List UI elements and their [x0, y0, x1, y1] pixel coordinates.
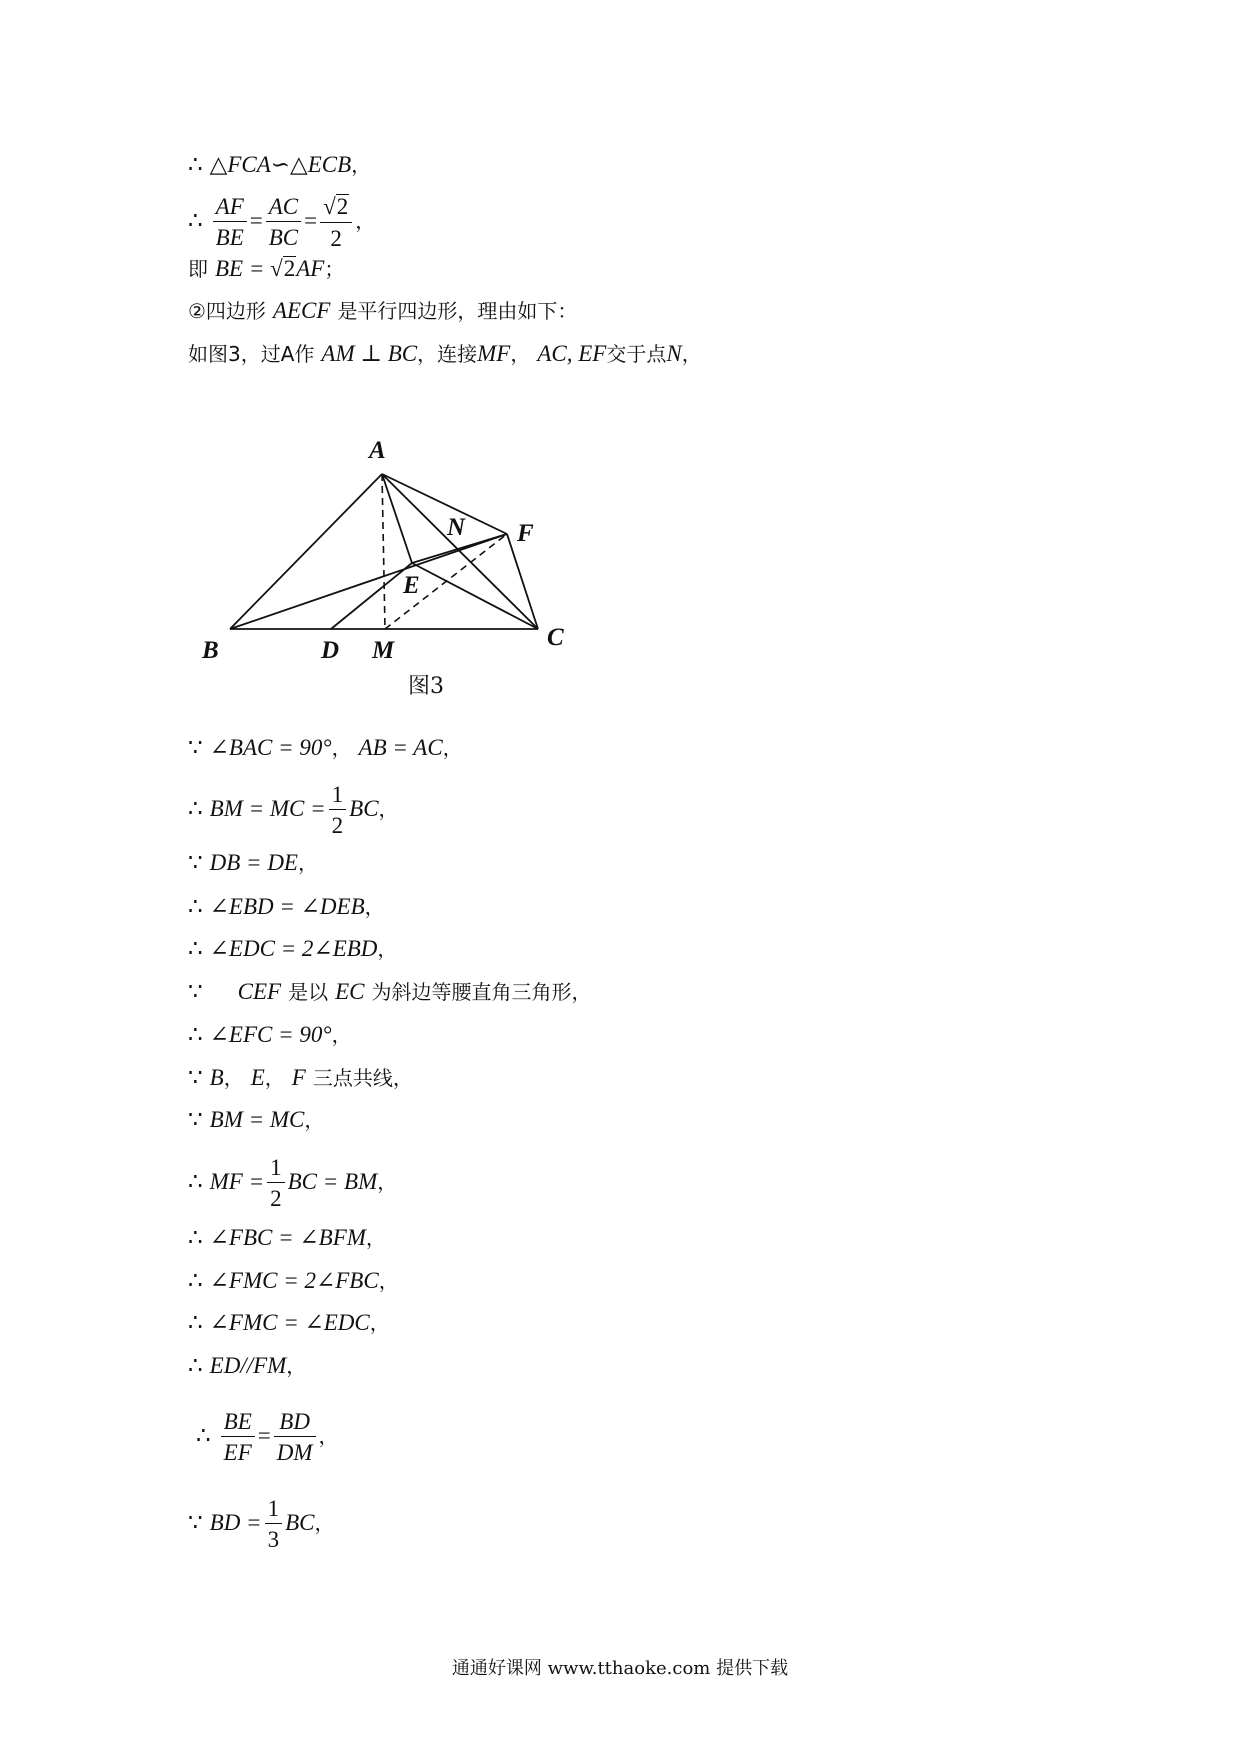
math-expression: ∠FMC = ∠EDC [209, 1310, 370, 1335]
punctuation: ， [510, 342, 531, 366]
math-expression: BM = MC = [209, 796, 326, 821]
math-expression: B [209, 1065, 224, 1090]
punctuation: ， [364, 895, 385, 919]
denominator: BC [268, 225, 299, 250]
text: 为斜边等腰直角三角形， [371, 980, 592, 1004]
denominator: EF [223, 1440, 252, 1465]
point-label-f: F [517, 520, 534, 547]
math-expression: MF = [209, 1169, 265, 1194]
fraction-one-half [329, 783, 347, 837]
denominator: BE [215, 225, 244, 250]
numerator: AF [213, 195, 247, 222]
math-expression: F [291, 1065, 306, 1090]
text: ②四边形 [188, 299, 266, 323]
math-expression: BD = [209, 1510, 262, 1535]
page-footer: 通通好课网 www.tthaoke.com 提供下载 [451, 1658, 789, 1679]
punctuation: ， [318, 1424, 339, 1448]
sqrt-icon: √2 [323, 194, 349, 219]
punctuation: ， [442, 736, 463, 760]
therefore-symbol: ∴ [196, 1423, 211, 1448]
math-expression: N [666, 341, 682, 366]
numerator: AC [266, 195, 301, 222]
math-expression: ∠EFC = 90° [209, 1022, 332, 1047]
math-expression: EC [335, 979, 365, 1004]
math-expression: ∠FMC = 2∠FBC [209, 1268, 379, 1293]
punctuation: ， [264, 1066, 285, 1090]
math-expression: BC [285, 1510, 315, 1535]
text: 交于点 [606, 342, 667, 366]
segment-am-dashed [382, 474, 385, 629]
therefore-symbol: ∴ [188, 1353, 203, 1378]
therefore-symbol: ∴ [188, 152, 203, 177]
because-symbol: ∵ [188, 1065, 203, 1090]
punctuation: ， [378, 1269, 399, 1293]
punctuation: ， [377, 937, 398, 961]
punctuation: ， [331, 736, 352, 760]
punctuation: ， [355, 209, 376, 233]
denominator: DM [276, 1440, 313, 1465]
text: 是平行四边形，理由如下： [337, 299, 578, 323]
proof-line-12 [188, 1020, 352, 1051]
because-symbol: ∵ [188, 850, 203, 875]
proof-line-20 [196, 1410, 339, 1464]
punctuation: ， [286, 1354, 307, 1378]
math-expression: ∠EBD = ∠DEB [209, 894, 365, 919]
math-expression: MF [477, 341, 511, 366]
therefore-symbol: ∴ [188, 208, 203, 233]
because-symbol: ∵ [188, 1107, 203, 1132]
numerator: 1 [329, 783, 347, 810]
denominator: 3 [267, 1527, 280, 1552]
math-expression: AF [296, 256, 325, 281]
therefore-symbol: ∴ [188, 1310, 203, 1335]
math-expression: ∠EDC = 2∠EBD [209, 936, 378, 961]
math-expression: AC, EF [537, 341, 607, 366]
punctuation: ； [324, 257, 345, 281]
therefore-symbol: ∴ [188, 894, 203, 919]
punctuation: ， [297, 851, 318, 875]
proof-line-14 [188, 1105, 324, 1136]
math-expression: DB = DE [209, 850, 298, 875]
point-label-c: C [547, 624, 564, 651]
text: 是以 [288, 980, 329, 1004]
denominator: 2 [330, 226, 342, 251]
proof-line-13 [188, 1063, 413, 1094]
numerator: 1 [267, 1156, 285, 1183]
punctuation: ， [378, 797, 399, 821]
denominator: 2 [331, 813, 344, 838]
proof-line-8 [188, 848, 318, 879]
math-expression: ∠FBC = ∠BFM [209, 1225, 366, 1250]
therefore-symbol: ∴ [188, 1268, 203, 1293]
therefore-symbol: ∴ [188, 1225, 203, 1250]
math-expression: △FCA∽△ECB [209, 152, 352, 177]
math-expression: BM = MC [209, 1107, 305, 1132]
punctuation: ， [681, 342, 702, 366]
therefore-symbol: ∴ [188, 936, 203, 961]
proof-line-19 [188, 1351, 306, 1382]
punctuation: ， [314, 1511, 335, 1535]
proof-line-7 [188, 783, 399, 837]
fraction-one-half [267, 1156, 285, 1210]
math-expression: AM ⊥ BC [321, 341, 418, 366]
numerator: BE [221, 1410, 255, 1437]
radicand: 2 [283, 256, 296, 281]
proof-line-9 [188, 892, 385, 923]
point-label-m: M [372, 637, 395, 664]
text-ji: 即 [188, 257, 208, 281]
punctuation: ， [365, 1226, 386, 1250]
math-expression: BC [349, 796, 379, 821]
segment-de [331, 563, 412, 629]
because-symbol: ∵ [188, 979, 203, 1004]
math-expression: CEF [237, 979, 282, 1004]
segment-ae [382, 474, 412, 563]
therefore-symbol: ∴ [188, 796, 203, 821]
math-expression: ∠BAC = 90° [209, 735, 332, 760]
segment-ac [382, 474, 538, 629]
segment-af [382, 474, 507, 534]
text: 如图3，过A作 [188, 342, 315, 366]
text: ，连接 [417, 342, 478, 366]
sqrt-icon: √2 [270, 256, 296, 281]
punctuation: ， [331, 1023, 352, 1047]
point-label-e: E [403, 572, 420, 599]
math-expression: AB = AC [358, 735, 443, 760]
proof-line-17 [188, 1266, 399, 1297]
radicand: 2 [336, 194, 349, 219]
segment-bf [230, 534, 507, 629]
numerator: BD [274, 1410, 316, 1437]
text: 三点共线， [312, 1066, 413, 1090]
equals-sign: = [257, 1423, 271, 1448]
figure-caption: 图3 [408, 674, 444, 699]
point-label-n: N [447, 514, 466, 541]
punctuation: ， [377, 1170, 398, 1194]
numerator: 1 [265, 1497, 283, 1524]
point-label-d: D [321, 637, 340, 664]
because-symbol: ∵ [188, 1510, 203, 1535]
math-expression: BC = BM [287, 1169, 378, 1194]
math-expression: ED//FM [209, 1353, 287, 1378]
proof-line-10 [188, 934, 397, 965]
proof-line-15 [188, 1156, 397, 1210]
point-label-a: A [369, 437, 386, 464]
therefore-symbol: ∴ [188, 1169, 203, 1194]
proof-line-6 [188, 733, 463, 764]
proof-line-16 [188, 1223, 386, 1254]
equals-sign: = [249, 208, 263, 233]
punctuation: ， [351, 153, 372, 177]
point-label-b: B [202, 637, 219, 664]
therefore-symbol: ∴ [188, 1022, 203, 1047]
equals-sign: = [304, 208, 318, 233]
proof-line-21 [188, 1497, 334, 1551]
math-expression: BE = [215, 256, 271, 281]
punctuation: ， [369, 1311, 390, 1335]
fraction-bd-dm [274, 1410, 316, 1464]
geometry-figure [0, 0, 1240, 720]
math-expression: E [250, 1065, 265, 1090]
proof-line-11 [188, 977, 591, 1008]
punctuation: ， [223, 1066, 244, 1090]
denominator: 2 [270, 1186, 282, 1211]
punctuation: ， [304, 1108, 325, 1132]
math-expression: AECF [272, 298, 331, 323]
because-symbol: ∵ [188, 735, 203, 760]
fraction-be-ef [221, 1410, 255, 1464]
fraction-one-third [265, 1497, 283, 1551]
proof-line-18 [188, 1308, 390, 1339]
